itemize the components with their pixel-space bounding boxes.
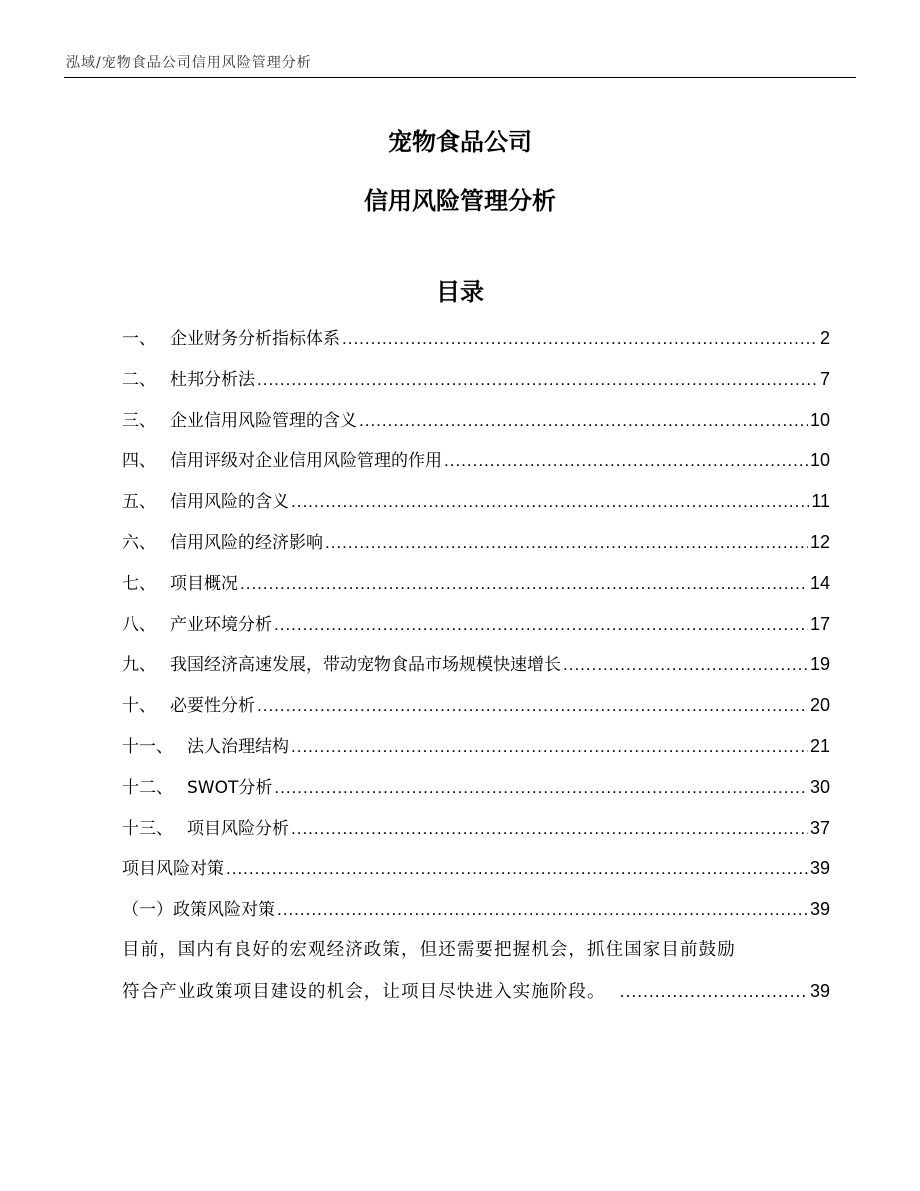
toc-entry-number: 七、 <box>122 573 156 594</box>
toc-entry-text: 法人治理结构 <box>187 736 289 757</box>
document-title-line1: 宠物食品公司 <box>388 128 532 156</box>
toc-page-number: 11 <box>811 491 830 512</box>
document-title-line2: 信用风险管理分析 <box>364 187 556 215</box>
toc-page-number: 10 <box>809 409 830 430</box>
toc-title: 目录 <box>436 278 484 306</box>
toc-page-number: 7 <box>819 368 830 389</box>
toc-leader-dots <box>257 370 818 390</box>
toc-page-number: 39 <box>809 899 830 920</box>
toc-entry[interactable] <box>122 691 830 732</box>
toc-entry[interactable] <box>122 365 830 406</box>
toc-entry-label <box>122 528 323 553</box>
toc-page-number: 19 <box>809 654 830 675</box>
toc-entry[interactable] <box>122 814 830 855</box>
toc-entry-text: 项目概况 <box>170 573 238 594</box>
toc-entry-text: 企业财务分析指标体系 <box>170 329 340 349</box>
toc-entry[interactable] <box>122 773 830 814</box>
toc-entry-number: 九、 <box>122 655 156 676</box>
toc-entry-label <box>122 365 255 390</box>
toc-page-number: 10 <box>809 450 830 471</box>
toc-entry-number: 四、 <box>122 451 156 472</box>
toc-entry[interactable] <box>122 324 830 365</box>
toc-entry-label <box>122 854 224 879</box>
toc-entry-number: 十一、 <box>122 736 173 757</box>
toc-page-number: 12 <box>809 531 830 552</box>
toc-leader-dots <box>226 859 808 879</box>
toc-entry-text: 我国经济高速发展，带动宠物食品市场规模快速增长 <box>170 655 561 676</box>
toc-page-number: 14 <box>809 572 830 593</box>
toc-leader-dots <box>277 900 808 920</box>
running-header: 泓域/宠物食品公司信用风险管理分析 <box>66 55 312 71</box>
toc-leader-dots <box>291 819 808 839</box>
toc-entry-label <box>122 406 357 431</box>
table-of-contents <box>122 324 830 1019</box>
toc-entry-label <box>122 732 289 757</box>
toc-entry-label <box>122 650 561 675</box>
toc-entry[interactable] <box>122 569 830 610</box>
toc-leader-dots <box>563 655 808 675</box>
toc-page-number: 17 <box>809 613 830 634</box>
toc-leader-dots <box>325 533 808 553</box>
toc-entry[interactable] <box>122 528 830 569</box>
toc-entry-number: 十二、 <box>122 777 173 798</box>
toc-page-number: 30 <box>809 776 830 797</box>
toc-entry[interactable] <box>122 610 830 651</box>
toc-leader-dots <box>257 696 808 716</box>
toc-entry-label <box>122 773 272 798</box>
toc-entry-text: 企业信用风险管理的含义 <box>170 410 357 431</box>
toc-leader-dots <box>342 329 818 349</box>
toc-entry-label <box>122 610 272 635</box>
toc-leader-dots <box>291 737 808 757</box>
toc-entry[interactable] <box>122 854 830 895</box>
toc-entry-number: 一、 <box>122 329 156 349</box>
toc-entry-final-line1[interactable] <box>122 936 830 978</box>
toc-page-number: 21 <box>809 735 830 756</box>
toc-entry-text: 信用风险的含义 <box>170 492 289 513</box>
toc-page-number: 20 <box>809 695 830 716</box>
toc-entry-label <box>122 814 289 839</box>
toc-entry[interactable] <box>122 446 830 487</box>
toc-entry-final-line2[interactable] <box>122 978 830 1019</box>
toc-entry-label <box>122 324 340 349</box>
toc-entry[interactable] <box>122 487 830 528</box>
toc-leader-dots <box>240 574 808 594</box>
toc-page-number: 39 <box>809 980 830 1001</box>
toc-entry-label <box>122 895 275 920</box>
toc-entry-text: （一）政策风险对策 <box>122 900 275 921</box>
toc-leader-dots <box>359 411 808 431</box>
toc-page-number: 39 <box>809 858 830 879</box>
toc-entry-text: 信用评级对企业信用风险管理的作用 <box>170 451 442 472</box>
toc-entry[interactable] <box>122 650 830 691</box>
toc-leader-dots <box>291 492 809 512</box>
toc-leader-dots <box>274 778 808 798</box>
header-divider <box>64 77 856 78</box>
toc-entry-label <box>122 487 289 512</box>
toc-entry-number: 十、 <box>122 696 156 717</box>
toc-entry-number: 六、 <box>122 532 156 553</box>
toc-entry-number: 五、 <box>122 492 156 513</box>
toc-entry-text: 项目风险对策 <box>122 859 224 880</box>
toc-page-number: 37 <box>809 817 830 838</box>
toc-entry-label: 符合产业政策项目建设的机会，让项目尽快进入实施阶段。 <box>122 981 606 1002</box>
toc-leader-dots <box>620 981 808 1002</box>
toc-entry-label: 目前，国内有良好的宏观经济政策，但还需要把握机会，抓住国家目前鼓励 <box>122 939 736 960</box>
toc-entry-label <box>122 569 238 594</box>
toc-entry-text: 必要性分析 <box>170 696 255 717</box>
toc-entry-number: 三、 <box>122 410 156 431</box>
toc-entry-text: 产业环境分析 <box>170 614 272 635</box>
toc-entry-number: 二、 <box>122 369 156 390</box>
toc-leader-dots <box>274 615 808 635</box>
toc-entry-label <box>122 691 255 716</box>
toc-entry-number: 八、 <box>122 614 156 635</box>
toc-leader-dots <box>444 451 808 471</box>
toc-entry-label <box>122 446 442 471</box>
toc-entry-text: SWOT分析 <box>187 777 273 798</box>
toc-entry-number: 十三、 <box>122 818 173 839</box>
toc-entry[interactable] <box>122 895 830 936</box>
toc-entry-text: 项目风险分析 <box>187 818 289 839</box>
toc-entry-text: 杜邦分析法 <box>170 369 255 390</box>
toc-page-number: 2 <box>819 328 830 348</box>
toc-entry[interactable] <box>122 406 830 447</box>
toc-entry-text: 信用风险的经济影响 <box>170 532 323 553</box>
toc-entry[interactable] <box>122 732 830 773</box>
